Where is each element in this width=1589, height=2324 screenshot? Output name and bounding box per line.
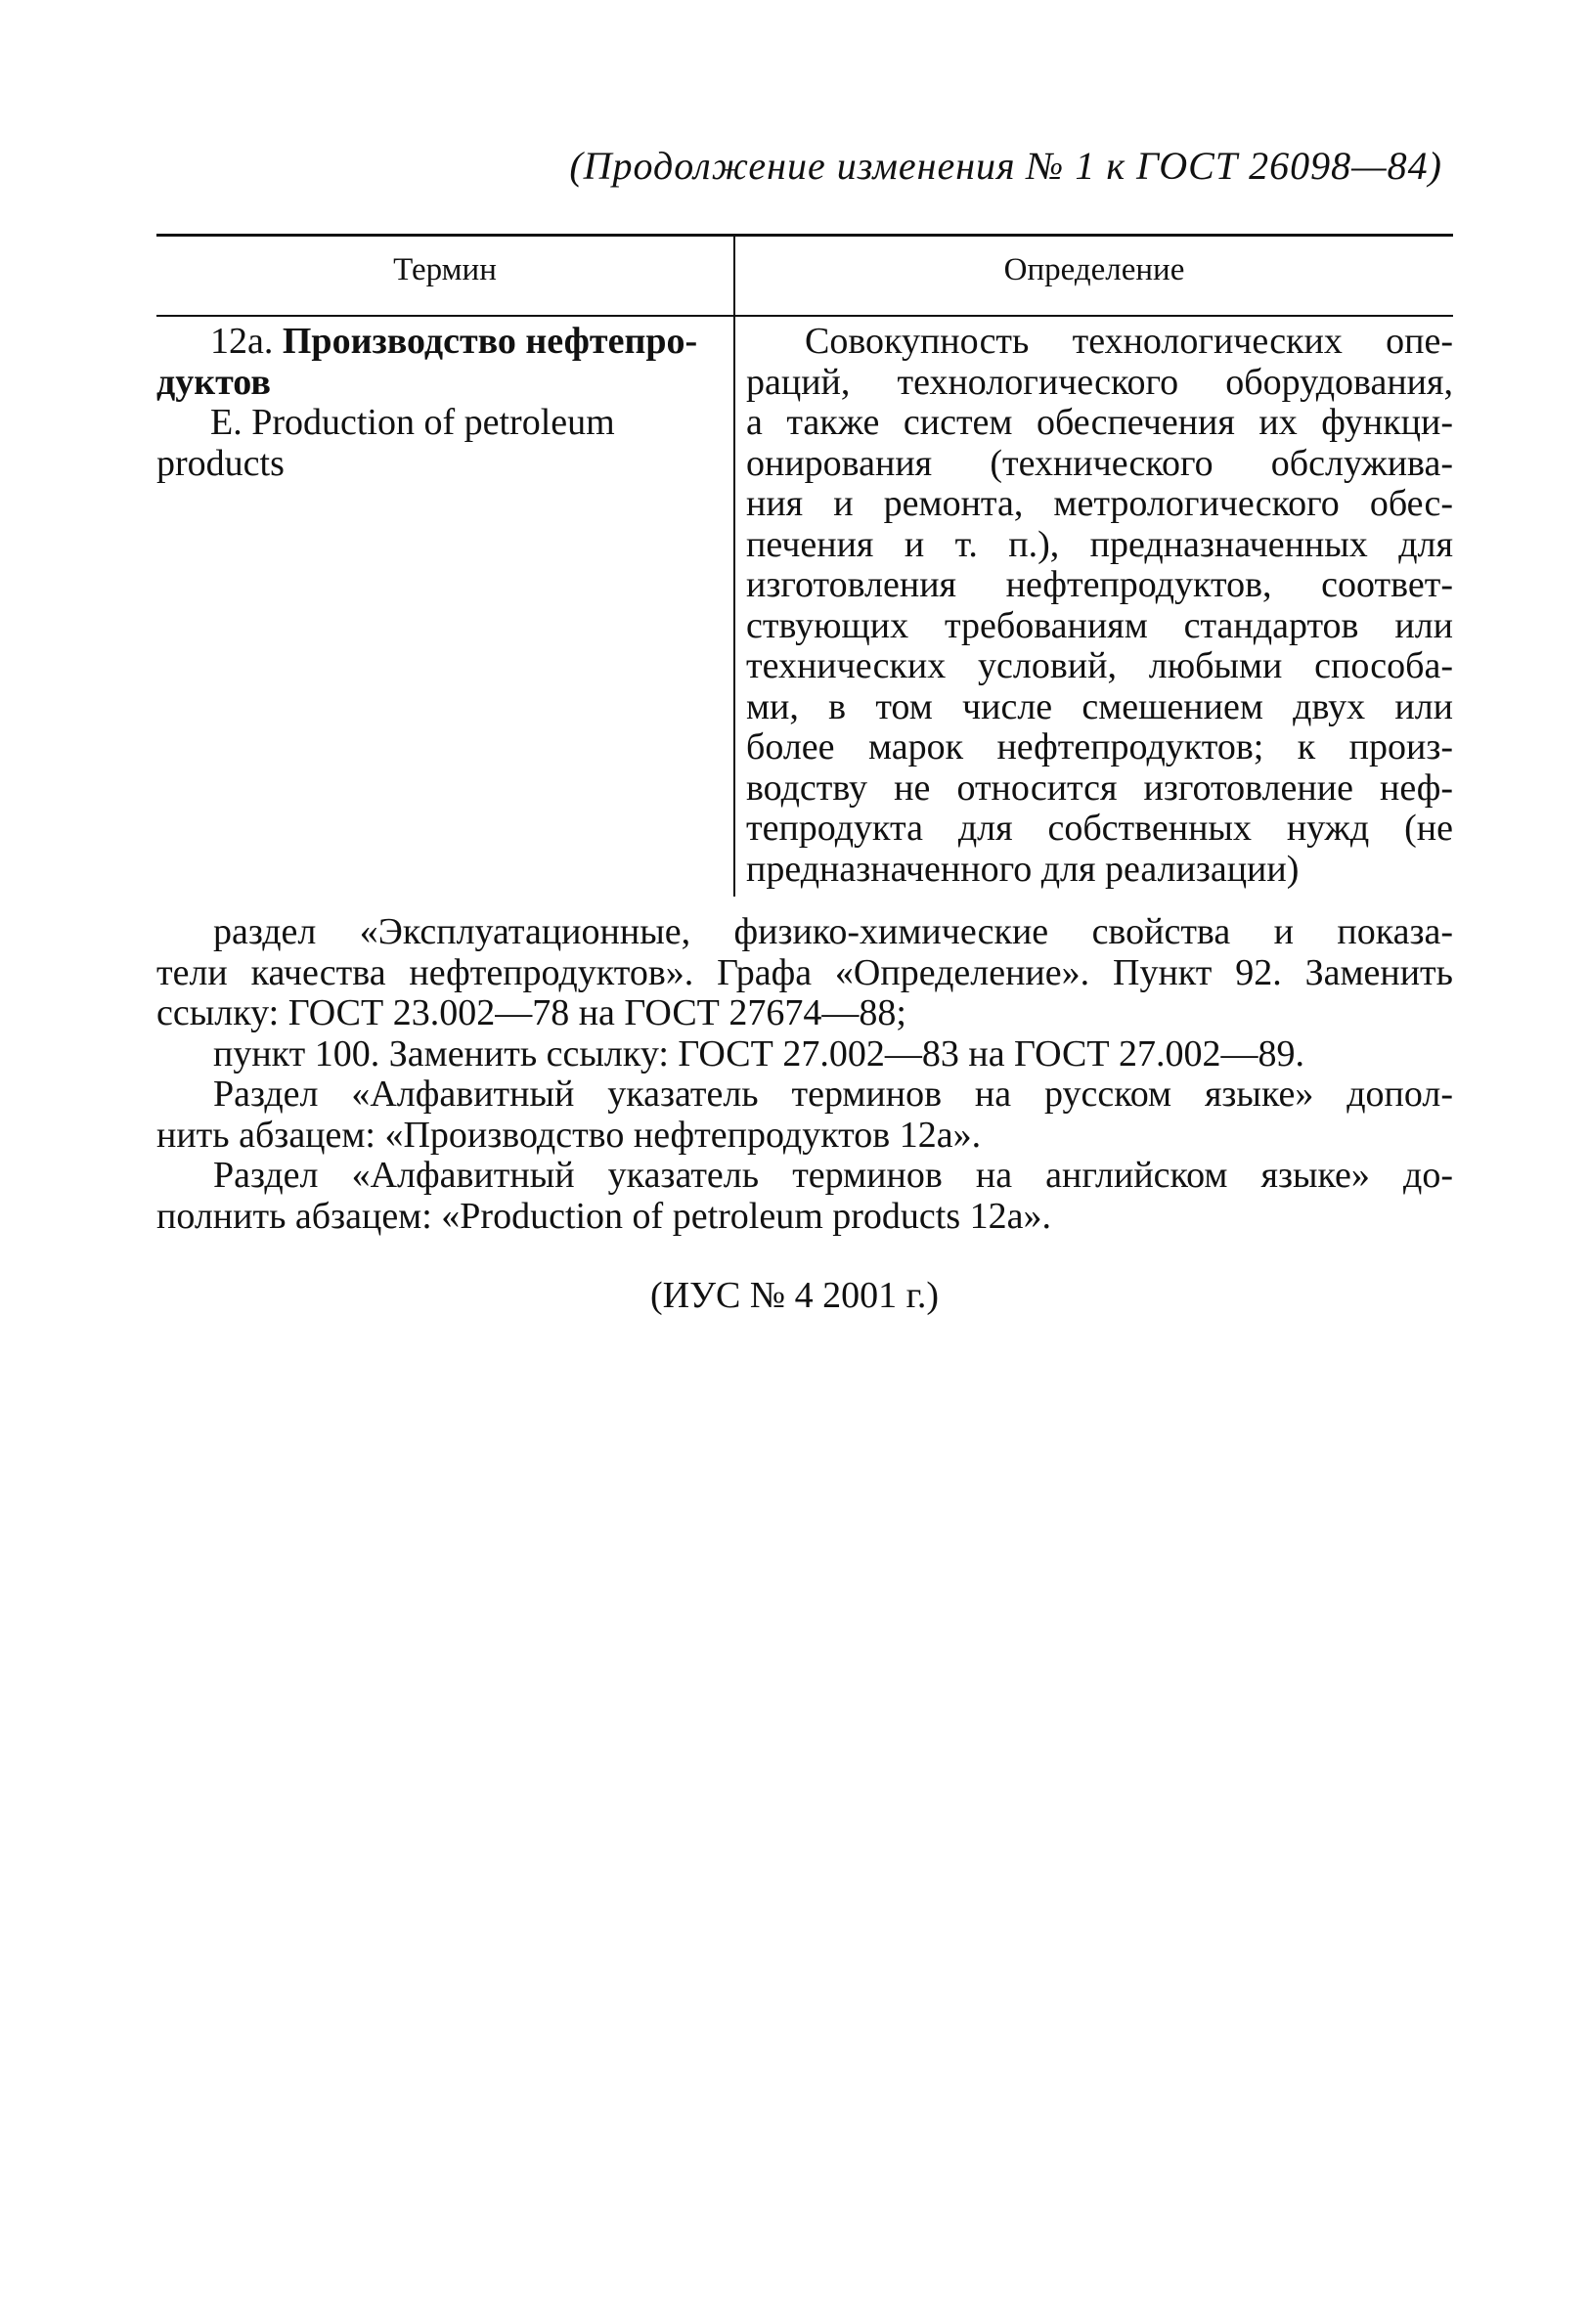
definition-line: предназначенного для реализации) xyxy=(746,848,1300,890)
definition-line: а также систем обеспечения их функци- xyxy=(746,402,1453,443)
term-number: 12а. xyxy=(210,321,274,362)
body-line: полнить абзацем: «Production of petroleum products 12а». xyxy=(156,1195,1052,1237)
body-line: раздел «Эксплуатационные, физико-химические свойства и показа- xyxy=(213,911,1453,952)
body-line: тели качества нефтепродуктов». Графа «Определение». Пункт 92. Заменить xyxy=(156,951,1453,993)
table-top-rule xyxy=(156,234,1453,237)
continuation-header: (Продолжение изменения № 1 к ГОСТ 26098—84) xyxy=(569,144,1442,188)
body-line: пункт 100. Заменить ссылку: ГОСТ 27.002—83 на ГОСТ 27.002—89. xyxy=(213,1032,1305,1074)
definition-line: онирования (технического обслужива- xyxy=(746,442,1453,484)
definition-line: технических условий, любыми способа- xyxy=(746,645,1453,686)
term-english-part-1: E. Production of petroleum xyxy=(210,402,615,443)
definition-line: печения и т. п.), предназначенных для xyxy=(746,523,1453,565)
definition-cell xyxy=(746,322,1453,890)
definition-line: тепродукта для собственных нужд (не xyxy=(746,808,1453,849)
column-header-term: Термин xyxy=(393,252,497,287)
definition-line: ми, в том числе смешением двух или xyxy=(746,685,1453,727)
term-english xyxy=(156,403,720,484)
term-english-part-2: products xyxy=(156,442,285,484)
definition-line: ствующих требованиям стандартов или xyxy=(746,604,1453,646)
term-title xyxy=(156,322,720,403)
body-line: ссылку: ГОСТ 23.002—78 на ГОСТ 27674—88; xyxy=(156,992,906,1033)
term-name-part-2: дуктов xyxy=(156,361,271,403)
amendment-text xyxy=(156,912,1453,1237)
term-name-part-1: Производство нефтепро- xyxy=(282,321,698,362)
body-line: нить абзацем: «Производство нефтепродуктов 12а». xyxy=(156,1114,982,1156)
column-header-definition: Определение xyxy=(1003,252,1185,287)
definition-line: изготовления нефтепродуктов, соответ- xyxy=(746,564,1453,605)
definition-line: ния и ремонта, метрологического обес- xyxy=(746,483,1453,524)
body-line: Раздел «Алфавитный указатель терминов на английском языке» до- xyxy=(213,1155,1453,1196)
definition-line: раций, технологического оборудования, xyxy=(746,361,1453,403)
body-line: Раздел «Алфавитный указатель терминов на русском языке» допол- xyxy=(213,1074,1453,1115)
term-cell xyxy=(156,322,720,484)
definition-line: водству не относится изготовление неф- xyxy=(746,767,1453,809)
table-header-rule xyxy=(156,315,1453,317)
source-note: (ИУС № 4 2001 г.) xyxy=(649,1275,940,1316)
definition-line: Совокупность технологических опе- xyxy=(805,321,1453,362)
definition-line: более марок нефтепродуктов; к произ- xyxy=(746,726,1453,767)
table-column-divider xyxy=(733,236,735,897)
